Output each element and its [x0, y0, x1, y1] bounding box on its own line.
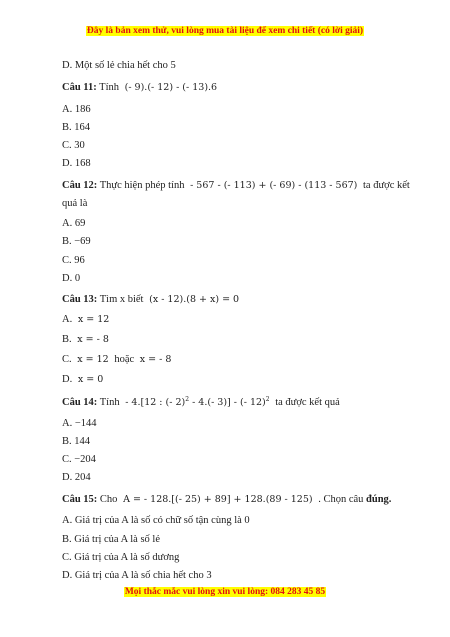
- q13-option-b-letter: B.: [62, 334, 72, 345]
- q13-option-d-math: x = 0: [77, 374, 104, 385]
- q12-tail-line2: quả là: [62, 198, 88, 209]
- q13-option-a-math: x = 12: [77, 314, 110, 325]
- question-15: [62, 494, 391, 505]
- q11-option-a: A. 186: [62, 104, 91, 115]
- q11-option-b: B. 164: [62, 122, 91, 133]
- q14-option-d: D. 204: [62, 472, 91, 483]
- q11-option-c: C. 30: [62, 140, 85, 151]
- q15-label: Câu 15:: [62, 494, 98, 505]
- q15-option-c: C. Giá trị của A là số dương: [62, 552, 180, 563]
- q13-option-b-math: x = - 8: [77, 334, 109, 345]
- q13-label: Câu 13:: [62, 294, 98, 305]
- q12-tail: ta được kết: [363, 180, 410, 191]
- q12-label: Câu 12:: [62, 180, 98, 191]
- q12-option-c: C. 96: [62, 255, 85, 266]
- question-11: [62, 82, 220, 93]
- prev-option-d: D. Một số lẻ chia hết cho 5: [62, 60, 176, 71]
- q13-option-a: [62, 314, 112, 325]
- q13-text: Tìm x biết: [99, 294, 144, 305]
- q15-text: Cho: [99, 494, 118, 505]
- q13-option-b: [62, 334, 112, 345]
- q15-tail-bold: đúng.: [366, 494, 392, 505]
- top-banner-text: Đây là bản xem thử, vui lòng mua tài liệu để xem chi tiết (có lời giải): [86, 26, 364, 36]
- q15-expression: A = - 128.[(- 25) + 89] + 128.(89 - 125): [123, 494, 313, 505]
- q13-option-a-letter: A.: [62, 314, 73, 325]
- q15-option-b: B. Giá trị của A là số lẻ: [62, 534, 160, 545]
- q12-expression: - 567 - (- 113) + (- 69) - (113 - 567): [190, 180, 358, 191]
- q14-option-b: B. 144: [62, 436, 91, 447]
- q12-text: Thực hiện phép tính: [99, 180, 185, 191]
- q12-option-a: A. 69: [62, 218, 86, 229]
- q14-tail: ta được kết quả: [275, 397, 340, 409]
- bottom-banner-text: Mọi thắc mắc vui lòng xin vui lòng: 084 283 45 85: [124, 587, 326, 597]
- q11-label: Câu 11:: [62, 82, 97, 93]
- q11-text: Tính: [99, 82, 119, 93]
- bottom-banner: [0, 587, 450, 597]
- q13-option-c-math2: x = - 8: [139, 354, 172, 365]
- q12-option-d: D. 0: [62, 273, 81, 284]
- q13-option-c-or: hoặc: [114, 354, 135, 365]
- top-banner: [0, 26, 450, 36]
- q14-option-c: C. −204: [62, 454, 96, 465]
- q14-label: Câu 14:: [62, 397, 98, 409]
- q15-option-d: D. Giá trị của A là số chia hết cho 3: [62, 570, 212, 581]
- q14-text: Tính: [99, 397, 120, 409]
- q13-option-d: [62, 374, 106, 385]
- question-12: [62, 180, 410, 191]
- q11-option-d: D. 168: [62, 158, 91, 169]
- q13-option-c-letter: C.: [62, 354, 72, 365]
- q14-option-a: A. −144: [62, 418, 97, 429]
- q11-expression: (- 9).(- 12) - (- 13).6: [124, 82, 218, 93]
- q15-option-a: A. Giá trị của A là số có chữ số tận cùng là 0: [62, 515, 250, 526]
- q12-option-b: B. −69: [62, 236, 91, 247]
- q15-tail: . Chọn câu: [318, 494, 364, 505]
- q13-option-d-letter: D.: [62, 374, 73, 385]
- q13-option-c: [62, 354, 174, 365]
- question-14: [62, 396, 340, 408]
- q13-option-c-math: x = 12: [77, 354, 109, 365]
- question-13: [62, 294, 242, 305]
- q13-expression: (x - 12).(8 + x) = 0: [149, 294, 240, 305]
- q14-expression: - 4.[12 : (- 2)$^2$ - 4.(- 3)] - (- 12)$^2$: [125, 396, 270, 409]
